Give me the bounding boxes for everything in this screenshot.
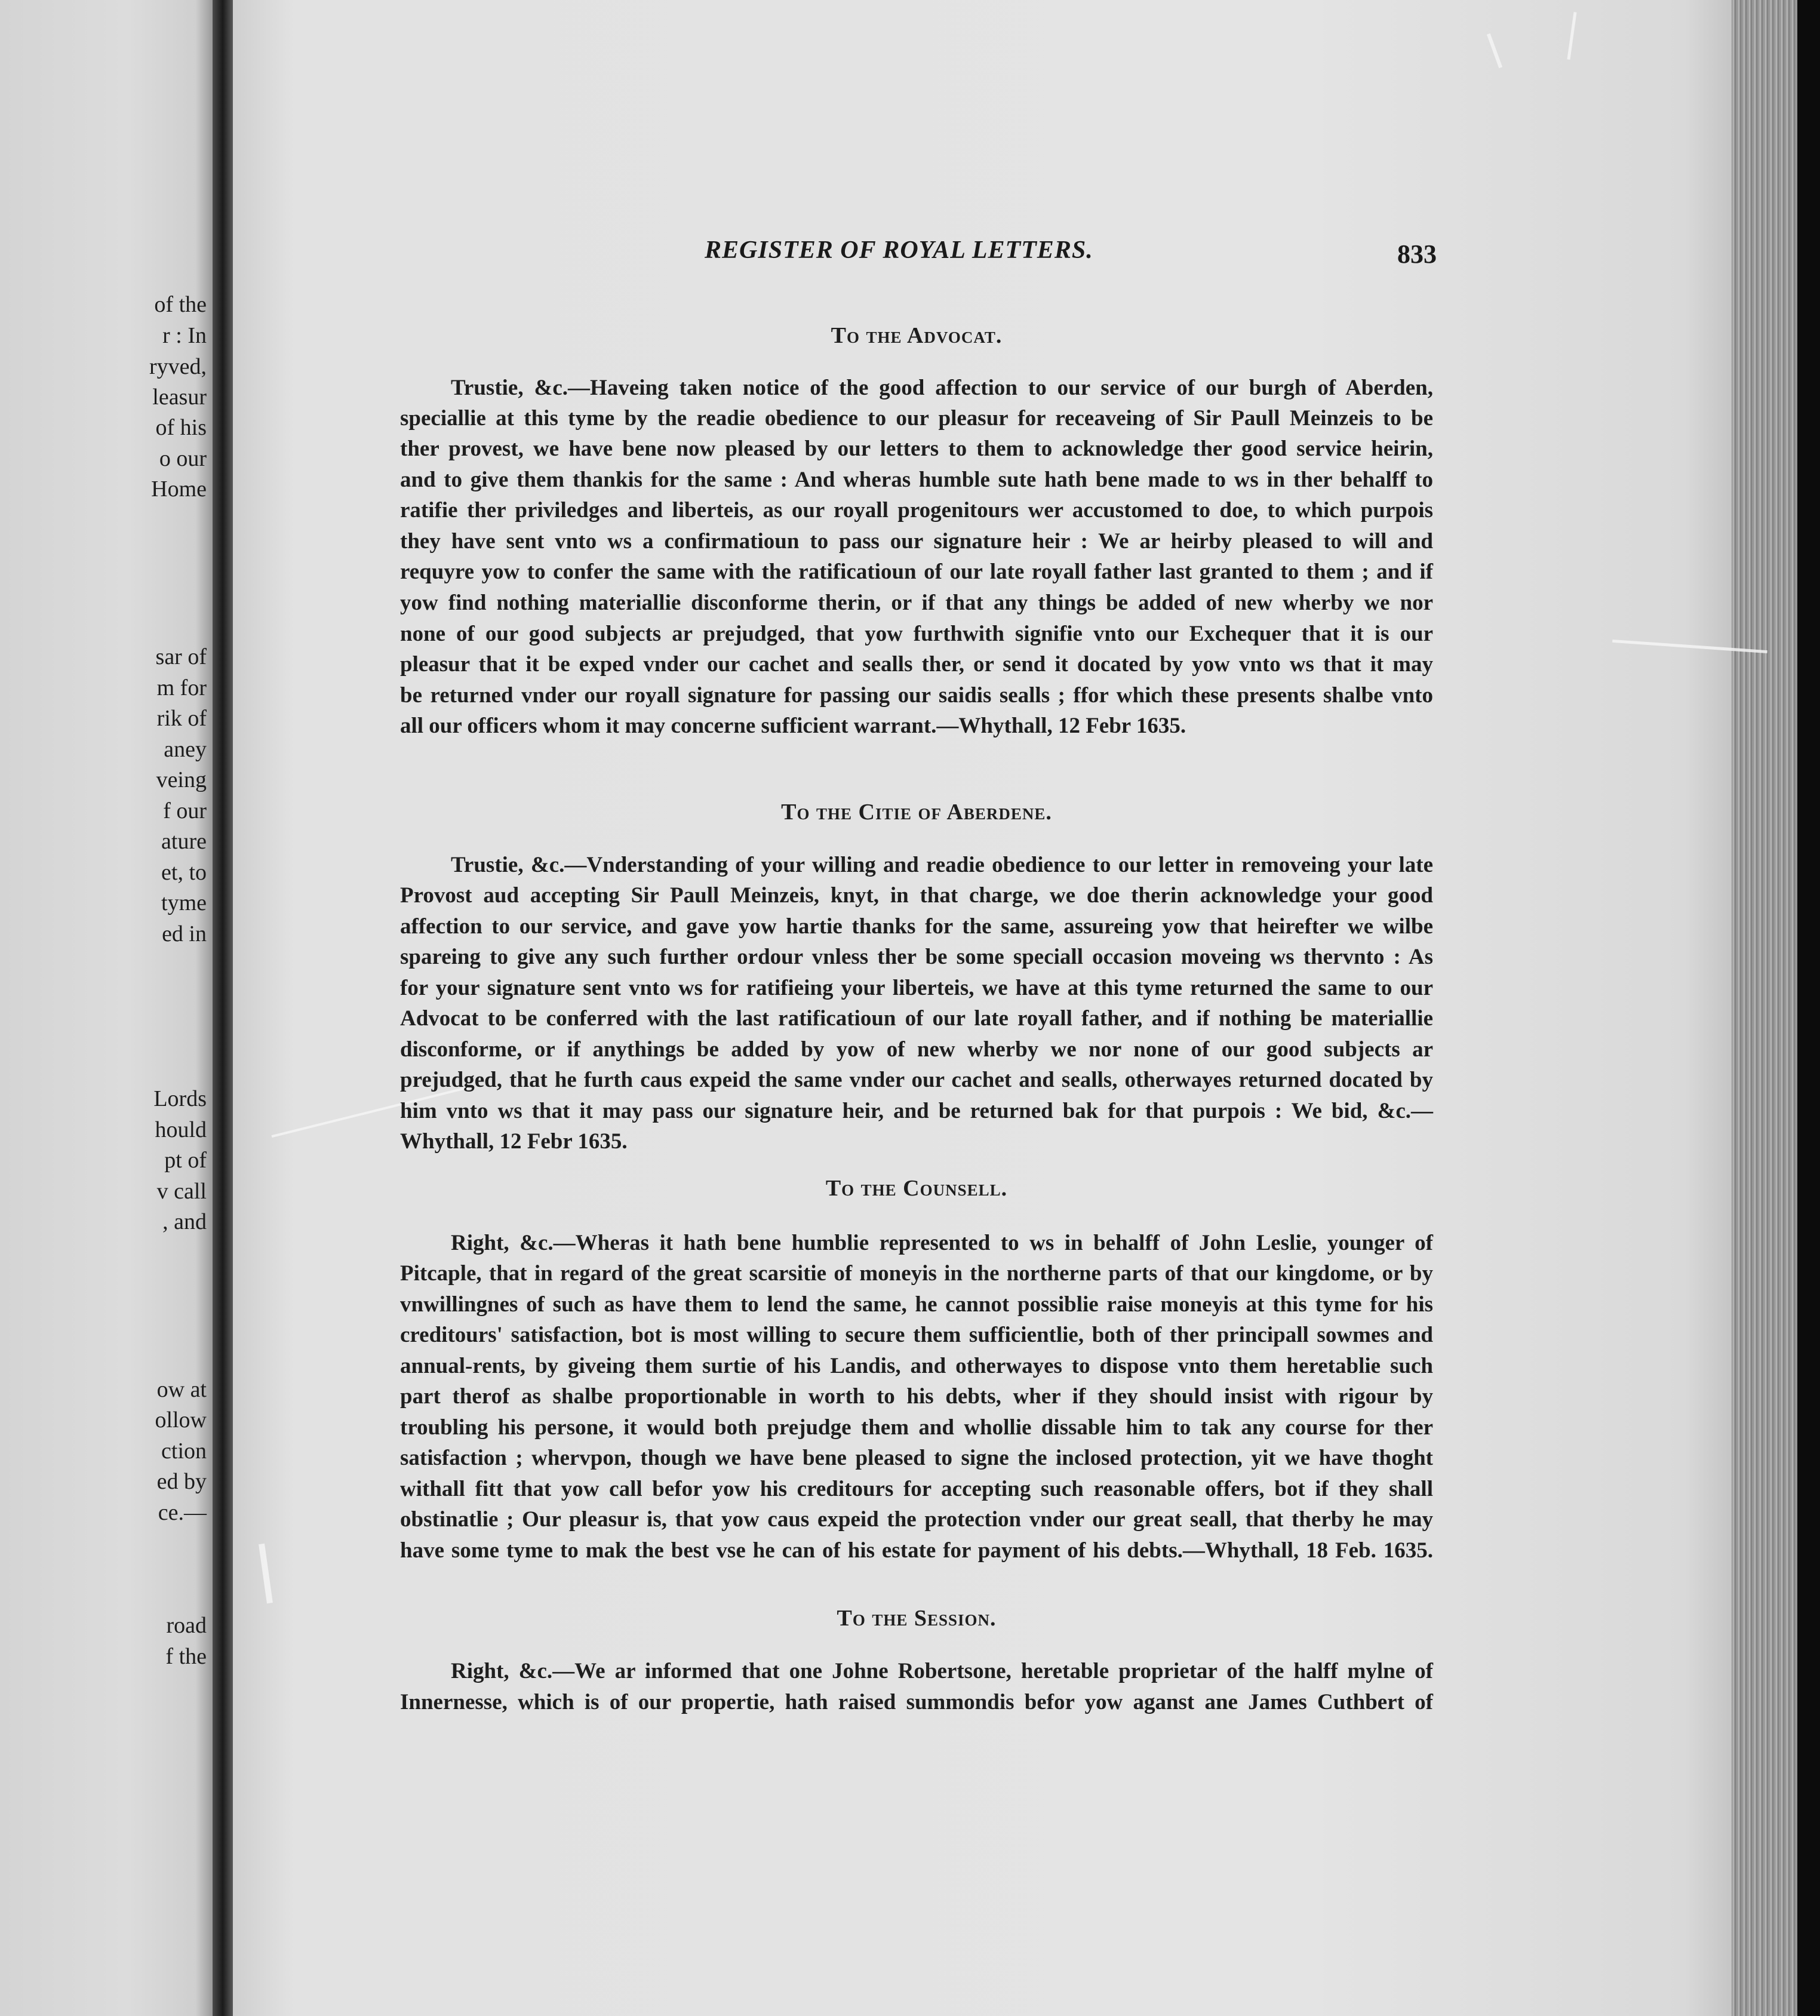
text-line: none of our good subjects ar prejudged, that yow furthwith signifie vnto our Exchequer that it is our [400, 622, 1433, 646]
left-page-fragment: f our [163, 798, 207, 823]
page-number: 833 [1397, 239, 1437, 269]
text-line: Advocat to be conferred with the last ratificatioun of our late royall father, and if nothing be materiallie [400, 1006, 1433, 1031]
left-page-fragment: pt of [164, 1148, 207, 1173]
section-heading: To the Counsell. [825, 1176, 1008, 1201]
text-line: ratifie ther priviledges and liberteis, as our royall progenitours wer accustomed to doe, to which purpois [400, 498, 1433, 523]
text-line: and to give them thankis for the same : And wheras humble sute hath bene made to ws in ther behalff to [400, 468, 1433, 492]
text-line: spareing to give any such further ordour vnless ther be some speciall occasion moveing ws thervnto : As [400, 945, 1433, 969]
text-line: annual-rents, by giveing them surtie of his Landis, and otherwayes to dispose vnto them heretablie such [400, 1354, 1433, 1378]
text-line: Right, &c.—We ar informed that one Johne Robertsone, heretable proprietar of the halff mylne of [451, 1659, 1433, 1683]
left-page-fragment: m for [156, 675, 207, 700]
text-line: vnwillingnes of such as have them to lend the same, he cannot possiblie raise moneyis at this tyme for his [400, 1292, 1433, 1317]
text-line: be returned vnder our royall signature for passing our saidis sealls ; ffor which these presents shalbe vnto [400, 683, 1433, 708]
left-page-fragment: ature [161, 829, 207, 854]
text-line: him vnto ws that it may pass our signature heir, and be returned bak for that purpois : We bid, &c.— [400, 1099, 1433, 1123]
text-line: Trustie, &c.—Vnderstanding of your willing and readie obedience to our letter in removeing your late [451, 853, 1433, 877]
text-line: Provost aud accepting Sir Paull Meinzeis, knyt, in that charge, we doe therin acknowledge your good [400, 883, 1433, 908]
left-page-fragment: ce.— [158, 1500, 207, 1525]
left-page-fragment: o our [159, 446, 207, 471]
text-line: troubling his persone, it would both prejudge them and whollie dissable him to tak any course for ther [400, 1415, 1433, 1440]
text-line: prejudged, that he furth caus expeid the same vnder our cachet and sealls, otherwayes returned docated by [400, 1068, 1433, 1092]
scan-border [1797, 0, 1820, 2016]
text-line: for your signature sent vnto ws for ratifieing your liberteis, we have at this tyme returned the same to our [400, 976, 1433, 1000]
text-line: withall fitt that yow call befor yow his creditours for accepting such reasonable offers, bot if they shall [400, 1477, 1433, 1501]
left-page-fragment: ed in [162, 921, 207, 946]
left-page-fragment: road [166, 1613, 207, 1638]
left-page-fragment: r : In [162, 323, 207, 348]
left-page-fragment: tyme [161, 890, 207, 915]
left-page-fragment: rik of [156, 706, 207, 731]
text-line: disconforme, or if anythings be added by yow of new wherby we nor none of our good subjects ar [400, 1037, 1433, 1062]
text-line: they have sent vnto ws a confirmatioun to pass our signature heir : We ar heirby pleased to will and [400, 529, 1433, 554]
section-heading: To the Advocat. [831, 323, 1003, 348]
left-page-fragment: of his [155, 415, 207, 440]
section-heading: To the Citie of Aberdene. [781, 800, 1052, 825]
text-line: requyre yow to confer the same with the ratificatioun of our late royall father last granted to them ; and if [400, 560, 1433, 584]
left-page-fragment: ction [161, 1439, 207, 1464]
text-line: yow find nothing materiallie disconforme therin, or if that any things be added of new wherby we nor [400, 591, 1433, 615]
text-line: speciallie at this tyme by the readie obedience to our pleasur for receaveing of Sir Paull Meinzeis to be [400, 406, 1433, 431]
text-line: affection to our service, and gave yow hartie thanks for the same, assureing yow that heirefter we wilbe [400, 914, 1433, 939]
left-facing-page [0, 0, 213, 2016]
text-line: part therof as shalbe proportionable in worth to his debts, wher if they should insist with rigour by [400, 1384, 1433, 1409]
left-page-fragment: Home [151, 477, 207, 502]
left-page-fragment: sar of [155, 644, 207, 669]
text-line: satisfaction ; whervpon, though we have bene pleased to signe the inclosed protection, yit we have thoght [400, 1446, 1433, 1470]
text-line: Pitcaple, that in regard of the great scarsitie of moneyis in the northerne parts of that our kingdome, or by [400, 1261, 1433, 1286]
left-page-fragment: aney [164, 737, 207, 762]
left-page-fragment: , and [162, 1209, 207, 1234]
text-line: Trustie, &c.—Haveing taken notice of the good affection to our service of our burgh of Aberden, [451, 376, 1433, 400]
left-page-fragment: et, to [161, 860, 207, 885]
left-page-fragment: veing [156, 767, 207, 792]
left-page-fragment: hould [155, 1117, 207, 1142]
left-page-fragment: ollow [155, 1407, 207, 1433]
left-page-fragment: ryved, [149, 354, 207, 379]
book-gutter [213, 0, 233, 2016]
text-line: pleasur that it be exped vnder our cachet and sealls ther, or send it docated by yow vnto ws that it may [400, 652, 1433, 677]
text-line: Right, &c.—Wheras it hath bene humblie represented to ws in behalff of John Leslie, younger of [451, 1231, 1433, 1255]
left-page-fragment: ed by [156, 1469, 207, 1494]
text-line: ther provest, we have bene now pleased by our letters to them to acknowledge ther good service heirin, [400, 437, 1433, 461]
left-page-fragment: leasur [152, 385, 207, 410]
section-heading: To the Session. [837, 1606, 997, 1631]
text-line: Whythall, 12 Febr 1635. [400, 1129, 628, 1154]
left-page-fragment: v call [156, 1179, 207, 1204]
left-page-fragment: f the [165, 1644, 207, 1669]
left-page-fragment: Lords [153, 1086, 207, 1111]
left-page-fragment: of the [154, 292, 207, 317]
text-line: have some tyme to mak the best vse he can of his estate for payment of his debts.—Whythall, 18 Feb. 1635. [400, 1538, 1433, 1563]
text-line: all our officers whom it may concerne sufficient warrant.—Whythall, 12 Febr 1635. [400, 714, 1186, 738]
text-line: creditours' satisfaction, bot is most willing to secure them sufficientlie, both of ther principall sowmes and [400, 1323, 1433, 1347]
left-page-fragment: ow at [156, 1377, 207, 1402]
text-line: obstinatlie ; Our pleasur is, that yow caus expeid the protection vnder our great seall, that therby he may [400, 1507, 1433, 1532]
running-head: REGISTER OF ROYAL LETTERS. [705, 236, 1093, 264]
text-line: Innernesse, which is of our propertie, hath raised summondis befor yow aganst ane James Cuthbert of [400, 1690, 1433, 1714]
